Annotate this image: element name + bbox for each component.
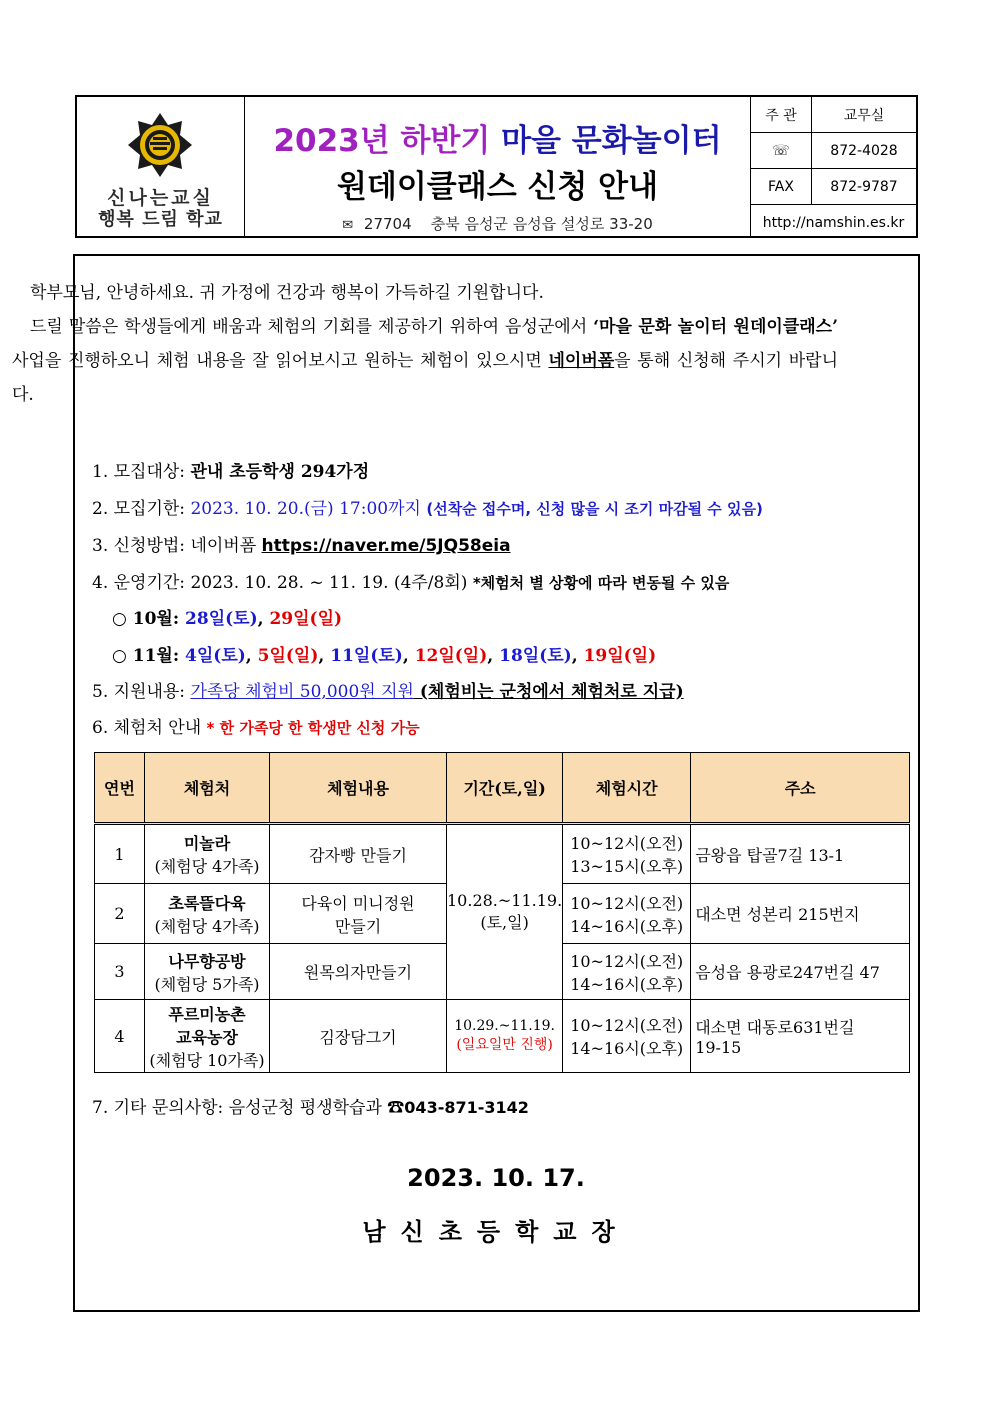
time-am: 10~12시(오전) <box>570 834 684 853</box>
row-venue <box>145 884 270 944</box>
venue-capacity: (체험당 10가족) <box>149 1050 265 1070</box>
venue-name-line2: 교육농장 <box>176 1027 238 1047</box>
nov-date-5: 18일(토) <box>499 646 572 666</box>
program-name: ‘마을 문화 놀이터 원데이클래스’ <box>593 317 839 337</box>
row-time <box>563 944 691 1000</box>
fax-label: FAX <box>751 169 812 204</box>
row-address: 금왕읍 탑골7길 13-1 <box>691 824 910 884</box>
dept-row <box>751 97 916 133</box>
row-address <box>691 1000 910 1073</box>
period-range: 10.28.~11.19. <box>447 891 563 910</box>
row-time <box>563 884 691 944</box>
oct-date-sat: 28일(토) <box>185 609 258 629</box>
period-note: (선착순 접수며, 신청 많을 시 조기 마감될 수 있음) <box>426 500 763 518</box>
item-support <box>92 677 684 702</box>
operation-value: 2023. 10. 28. ~ 11. 19. (4주/8회) <box>190 573 473 593</box>
venue-name-line1: 푸르미농촌 <box>168 1004 246 1024</box>
period-label: 2. 모집기한: <box>92 499 191 519</box>
venue-capacity: (체험당 5가족) <box>154 974 260 994</box>
time-am: 10~12시(오전) <box>570 951 684 971</box>
support-value: 가족당 체험비 50,000원 지원 <box>190 682 414 702</box>
item-method <box>92 531 511 556</box>
oct-date-sun: 29일(일) <box>269 609 343 629</box>
row-content: 원목의자만들기 <box>270 944 447 1000</box>
row-venue <box>145 1000 270 1073</box>
document-title-line1 <box>245 115 750 160</box>
support-note: (체험비는 군청에서 체험처로 지급) <box>413 682 684 702</box>
period-note: (일요일만 진행) <box>456 1037 553 1053</box>
venue-name: 나무향공방 <box>168 951 246 971</box>
dept-value: 교무실 <box>843 107 885 124</box>
item-period <box>92 494 763 519</box>
venue-table <box>94 752 910 1073</box>
item-venues <box>92 713 420 738</box>
intro-paragraph <box>12 276 838 412</box>
header-period: 기간(토,일) <box>447 753 563 824</box>
document-title-line2: 원데이클래스 신청 안내 <box>336 169 659 205</box>
signature: 남신초등학교장 <box>362 1218 630 1246</box>
row-venue <box>145 824 270 884</box>
nov-date-2: 5일(일) <box>257 646 319 666</box>
contact-phone: 043-871-3142 <box>404 1098 529 1117</box>
support-label: 5. 지원내용: <box>92 682 191 702</box>
postal-icon: ✉ <box>342 218 354 233</box>
row-content <box>270 884 447 944</box>
phone-value: 872-4028 <box>830 142 898 159</box>
intro-body-post: 을 통해 신청해 주시기 바랍니다. <box>12 351 838 405</box>
header-venue: 체험처 <box>145 753 270 824</box>
schedule-november: ○ 11월: 4일(토), 5일(일), 11일(토), 12일(일), 18일(토), 19일(일) <box>112 646 657 666</box>
time-pm: 13~15시(오후) <box>570 857 684 876</box>
item-operation <box>92 568 729 593</box>
venue-capacity: (체험당 4가족) <box>154 857 260 876</box>
operation-label: 4. 운영기간: <box>92 573 191 593</box>
fax-value: 872-9787 <box>830 178 898 195</box>
intro-body-pre: 드릴 말씀은 학생들에게 배움과 체험의 기회를 제공하기 위하여 음성군에서 <box>30 317 594 337</box>
period-value: 2023. 10. 20.(금) 17:00까지 <box>190 499 427 519</box>
fax-row <box>751 169 916 205</box>
address-text: 충북 음성군 음성읍 설성로 33-20 <box>430 215 653 233</box>
time-pm: 14~16시(오후) <box>570 1039 684 1058</box>
period-range: 10.29.~11.19. <box>454 1018 555 1034</box>
school-logo-block <box>77 97 245 236</box>
phone-row <box>751 133 916 169</box>
logo-slogan-line2: 행복 드림 학교 <box>98 209 223 230</box>
postal-code: 27704 <box>363 215 412 233</box>
row-address: 음성읍 용광로247번길 47 <box>691 944 910 1000</box>
greeting-text: 학부모님, 안녕하세요. 귀 가정에 건강과 행복이 가득하길 기원합니다. <box>30 283 544 303</box>
school-address <box>245 213 750 234</box>
content-line2: 만들기 <box>334 916 382 936</box>
target-label: 1. 모집대상: <box>92 462 191 482</box>
item-target <box>92 457 369 482</box>
oct-label: ○ 10월: <box>112 609 186 629</box>
schedule-october: ○ 10월: 28일(토), 29일(일) <box>112 609 343 629</box>
nov-date-1: 4일(토) <box>185 646 246 666</box>
logo-slogan-line1: 신나는교실 <box>107 187 214 209</box>
nov-date-6: 19일(일) <box>583 646 657 666</box>
table-row <box>95 1000 910 1073</box>
nov-label: ○ 11월: <box>112 646 186 666</box>
row-no: 4 <box>95 1000 145 1073</box>
issue-date: 2023. 10. 17. <box>407 1164 585 1192</box>
method-label: 3. 신청방법: 네이버폼 <box>92 536 262 556</box>
table-row <box>95 824 910 884</box>
header-time: 체험시간 <box>563 753 691 824</box>
venue-note: * 한 가족당 한 학생만 신청 가능 <box>206 719 420 737</box>
venue-name: 미놀라 <box>183 834 231 853</box>
website-link[interactable]: http://namshin.es.kr <box>762 214 905 231</box>
operation-note: *체험처 별 상황에 따라 변동될 수 있음 <box>472 574 730 592</box>
row-no: 2 <box>95 884 145 944</box>
venue-label: 6. 체험처 안내 <box>92 718 207 738</box>
intro-body <box>12 310 838 412</box>
contact-label: 7. 기타 문의사항: 음성군청 평생학습과 <box>92 1098 388 1118</box>
time-pm: 14~16시(오후) <box>570 916 684 936</box>
row-period <box>447 1000 563 1073</box>
phone-icon: ☏ <box>751 133 812 168</box>
contact-info-table <box>751 97 916 236</box>
row-address: 대소면 성본리 215번지 <box>691 884 910 944</box>
target-value: 관내 초등학생 294가정 <box>190 462 370 482</box>
row-time <box>563 1000 691 1073</box>
content-line1: 다육이 미니정원 <box>301 893 415 913</box>
phone-icon: ☎ <box>387 1098 405 1118</box>
row-venue <box>145 944 270 1000</box>
title-block <box>245 97 751 236</box>
letterhead <box>75 95 918 238</box>
dept-label: 주 관 <box>751 97 812 132</box>
title-program: 마을 문화놀이터 <box>501 123 722 159</box>
period-days: (토,일) <box>480 913 529 932</box>
nov-date-4: 12일(일) <box>414 646 488 666</box>
school-emblem-icon <box>126 111 194 179</box>
naver-form-mention: 네이버폼 <box>548 351 615 371</box>
website-row <box>751 205 916 240</box>
intro-body-mid: 사업을 진행하오니 체험 내용을 잘 읽어보시고 원하는 체험이 있으시면 <box>12 351 549 371</box>
time-am: 10~12시(오전) <box>570 1016 684 1035</box>
row-content: 감자빵 만들기 <box>270 824 447 884</box>
time-am: 10~12시(오전) <box>570 893 684 913</box>
header-no: 연번 <box>95 753 145 824</box>
naver-form-link[interactable]: https://naver.me/5JQ58eia <box>261 536 511 556</box>
table-header-row <box>95 753 910 824</box>
row-period-shared <box>447 824 563 1000</box>
row-time <box>563 824 691 884</box>
venue-capacity: (체험당 4가족) <box>154 916 260 936</box>
venue-name: 초록뜰다육 <box>168 893 246 913</box>
title-period: 2023년 하반기 <box>273 123 491 159</box>
header-address: 주소 <box>691 753 910 824</box>
row-content: 김장담그기 <box>270 1000 447 1073</box>
row-no: 3 <box>95 944 145 1000</box>
header-content: 체험내용 <box>270 753 447 824</box>
item-contact <box>92 1093 529 1118</box>
address-line1: 대소면 대동로631번길 <box>695 1018 855 1037</box>
row-no: 1 <box>95 824 145 884</box>
address-line2: 19-15 <box>695 1038 742 1057</box>
time-pm: 14~16시(오후) <box>570 974 684 994</box>
nov-date-3: 11일(토) <box>330 646 403 666</box>
